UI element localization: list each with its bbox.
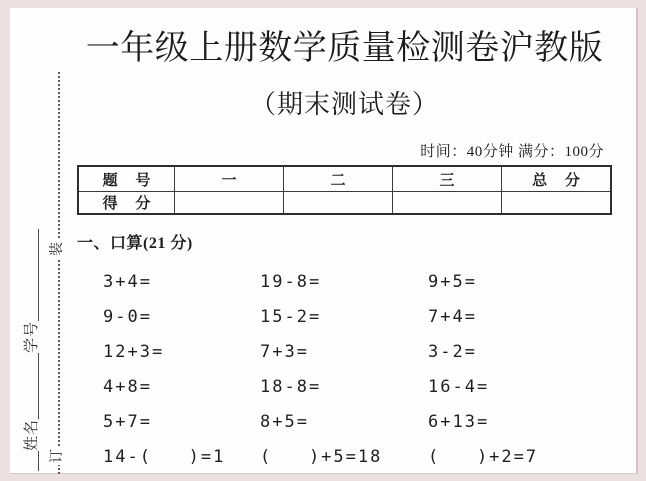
section-two-header: 二 — [284, 167, 393, 191]
section-one-title: 一、口算(21 分) — [77, 235, 193, 252]
problem-cell: 7+3= — [260, 342, 309, 362]
problem-cell: 5+7= — [103, 412, 152, 432]
problem-cell: 3+4= — [103, 272, 152, 292]
oral-calculation-problems — [77, 265, 612, 475]
name-field-line — [37, 353, 39, 419]
total-score-header: 总 分 — [532, 172, 587, 189]
problem-cell: 18-8= — [260, 377, 322, 397]
student-info-rail — [21, 215, 41, 471]
problem-cell: 4+8= — [103, 377, 152, 397]
exam-paper-page — [10, 8, 638, 474]
score-summary-table — [77, 165, 612, 215]
problem-cell: 14-( )=1 — [103, 447, 226, 467]
problem-cell: 7+4= — [428, 307, 477, 327]
problem-cell: 6+13= — [428, 412, 490, 432]
problem-cell: 8+5= — [260, 412, 309, 432]
student-id-field-label: 学号 — [24, 320, 40, 353]
score-cell-one — [175, 192, 284, 213]
problem-cell: ( )+5=18 — [260, 447, 383, 467]
problem-cell: ( )+2=7 — [428, 447, 539, 467]
problem-cell: 3-2= — [428, 342, 477, 362]
score-table-header-row — [79, 167, 610, 192]
score-table-score-row — [79, 192, 610, 213]
question-number-header: 题 号 — [79, 167, 175, 191]
binding-label-zhuang: 装 — [50, 242, 65, 256]
exam-subtitle: （期末测试卷） — [249, 90, 439, 119]
score-cell-two — [284, 192, 393, 213]
ruled-line — [37, 451, 39, 471]
section-one-header: 一 — [175, 167, 284, 191]
binding-dotted-line — [58, 72, 60, 474]
score-cell-total — [502, 192, 610, 213]
problem-cell: 9+5= — [428, 272, 477, 292]
exam-content — [77, 8, 612, 475]
score-cell-three — [393, 192, 502, 213]
time-and-score-info: 时间：40分钟 满分：100分 — [420, 144, 604, 160]
problem-cell: 12+3= — [103, 342, 165, 362]
exam-title: 一年级上册数学质量检测卷沪教版 — [85, 30, 604, 67]
score-row-label: 得 分 — [79, 192, 175, 213]
problem-cell: 15-2= — [260, 307, 322, 327]
binding-label-ding: 订 — [50, 449, 65, 463]
problem-cell: 19-8= — [260, 272, 322, 292]
problem-cell: 16-4= — [428, 377, 490, 397]
student-id-field-line — [37, 229, 39, 321]
section-three-header: 三 — [393, 167, 502, 191]
problem-cell: 9-0= — [103, 307, 152, 327]
name-field-label: 姓名 — [24, 418, 40, 451]
